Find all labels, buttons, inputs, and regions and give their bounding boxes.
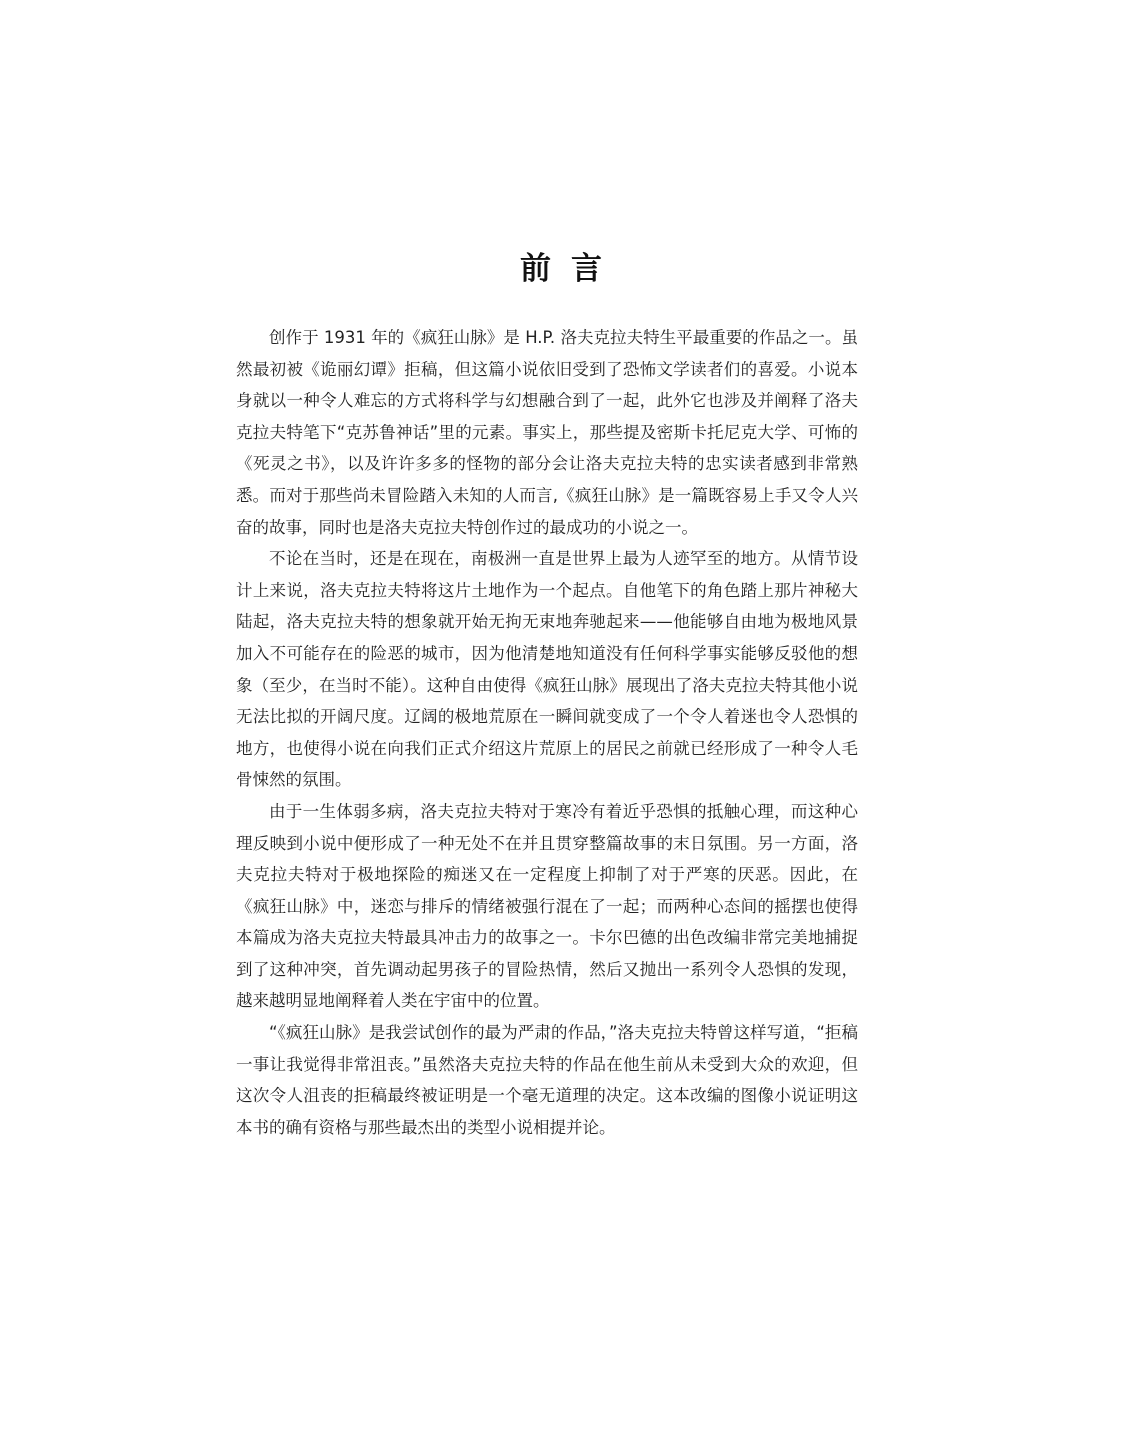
paragraph-1: 创作于 1931 年的《疯狂山脉》是 H.P. 洛夫克拉夫特生平最重要的作品之一。虽然最初被《诡丽幻谭》拒稿，但这篇小说依旧受到了恐怖文学读者们的喜爱。小说本身就以一种令人难忘的方式将科学与幻想融合到了一起，此外它也涉及并阐释了洛夫克拉夫特笔下“克苏鲁神话”里的元素。事实上，那些提及密斯卡托尼克大学、可怖的《死灵之书》，以及许许多多的怪物的部分会让洛夫克拉夫特的忠实读者感到非常熟悉。而对于那些尚未冒险踏入未知的人而言,《疯狂山脉》是一篇既容易上手又令人兴奋的故事，同时也是洛夫克拉夫特创作过的最成功的小说之一。	[236, 328, 858, 537]
preface-body	[236, 322, 858, 1143]
paragraph-4: “《疯狂山脉》是我尝试创作的最为严肃的作品，”洛夫克拉夫特曾这样写道，“拒稿一事让我觉得非常沮丧。”虽然洛夫克拉夫特的作品在他生前从未受到大众的欢迎，但这次令人沮丧的拒稿最终被证明是一个毫无道理的决定。这本改编的图像小说证明这本书的确有资格与那些最杰出的类型小说相提并论。	[236, 1023, 858, 1137]
page-title: 前言	[520, 250, 622, 287]
paragraph-3: 由于一生体弱多病，洛夫克拉夫特对于寒冷有着近乎恐惧的抵触心理，而这种心理反映到小说中便形成了一种无处不在并且贯穿整篇故事的末日氛围。另一方面，洛夫克拉夫特对于极地探险的痴迷又在一定程度上抑制了对于严寒的厌恶。因此，在《疯狂山脉》中，迷恋与排斥的情绪被强行混在了一起；而两种心态间的摇摆也使得本篇成为洛夫克拉夫特最具冲击力的故事之一。卡尔巴德的出色改编非常完美地捕捉到了这种冲突，首先调动起男孩子的冒险热情，然后又抛出一系列令人恐惧的发现，越来越明显地阐释着人类在宇宙中的位置。	[236, 801, 858, 1011]
paragraph-2: 不论在当时，还是在现在，南极洲一直是世界上最为人迹罕至的地方。从情节设计上来说，洛夫克拉夫特将这片土地作为一个起点。自他笔下的角色踏上那片神秘大陆起，洛夫克拉夫特的想象就开始无拘无束地奔驰起来——他能够自由地为极地风景加入不可能存在的险恶的城市，因为他清楚地知道没有任何科学事实能够反驳他的想象（至少，在当时不能）。这种自由使得《疯狂山脉》展现出了洛夫克拉夫特其他小说无法比拟的开阔尺度。辽阔的极地荒原在一瞬间就变成了一个令人着迷也令人恐惧的地方，也使得小说在向我们正式介绍这片荒原上的居民之前就已经形成了一种令人毛骨悚然的氛围。	[236, 549, 858, 790]
